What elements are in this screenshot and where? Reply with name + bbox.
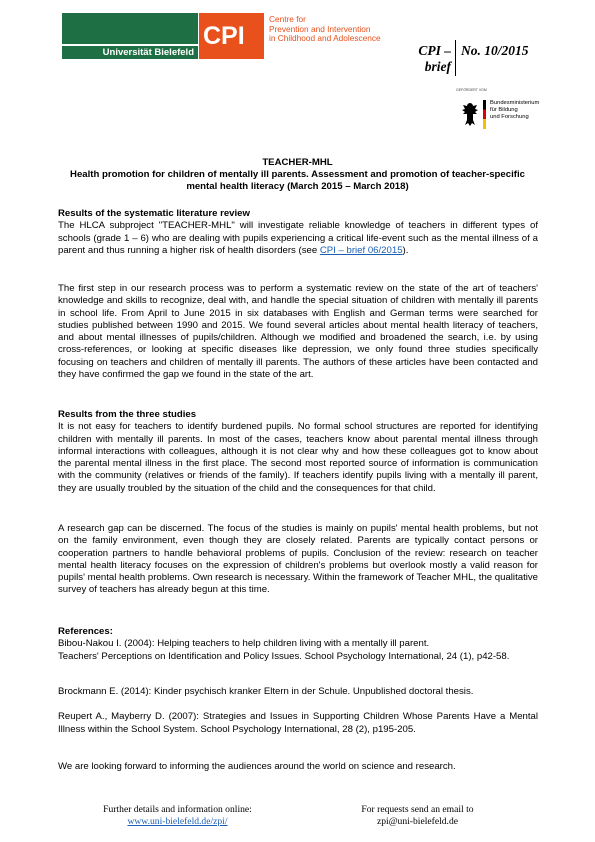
- paragraph-text: The HLCA subproject "TEACHER-MHL" will investigate reliable knowledge of teachers in different types of schools (grade 1 – 6) who are dealing with pupils experiencing a critical life-event such as the mental illness of a parent and thus running a higher risk of health disorders (see: [58, 220, 538, 256]
- cpi-name-line: Prevention and Intervention: [269, 23, 371, 34]
- footer-website: [60, 804, 295, 828]
- paragraph-text-end: ).: [402, 244, 409, 256]
- ministry-line: Bundesministerium: [490, 100, 540, 106]
- cpi-logo: [199, 13, 264, 59]
- paragraph: The first step in our research process was to perform a systematic review on the state of the art of teachers' knowledge and skills to recognize, deal with, and handle the special situation of children with mentally ill parents in school life. From April to June 2015 in six databases with English and German terms were searched for studies published between 1990 and 2015. We found several articles about mental health literacy of teachers, and about mental illnesses of pupils/children. Although we modified and broadened the search, i.e. by using cross-references, or looking at specific diseases like depression, we only found three studies specifically focusing on teachers and children of mentally ill parents. The authors of these articles have been contacted and they have confirmed the gap we found in the state of the art.: [58, 283, 538, 381]
- university-logo-block: [62, 13, 198, 44]
- cpi-brief-link[interactable]: CPI – brief 06/2015: [319, 244, 403, 256]
- document-subtitle: Health promotion for children of mentally ill parents. Assessment and promotion of teacher-specific mental health literacy (March 2015 – March 2018): [70, 169, 525, 193]
- section-literature-review: [58, 208, 538, 257]
- eagle-icon: [459, 100, 481, 128]
- cpi-logo-letters: CPI: [203, 22, 245, 50]
- reference-line: Bibou-Nakou I. (2004): Helping teachers to help children living with a mentally ill parent.: [58, 638, 430, 649]
- cpi-name-line: in Childhood and Adolescence: [269, 33, 381, 43]
- footer-email: [300, 804, 535, 828]
- brief-number: No. 10/2015: [461, 43, 529, 58]
- paragraph: It is not easy for teachers to identify burdened pupils. No formal school structures are reported for identifying children with mentally ill parents. In most of the cases, teachers know about parental mental illness through informal interactions with colleagues, although it is not clear why and how these colleagues got to know about the parental mental illness in the first place. The second most reported source of information is communication with the community (relatives or friends of the family). If teachers identify pupils living with a mentally ill parent, they are usually troubled by the situation of the child and the consequences for that child.: [58, 421, 538, 494]
- reference-2: Brockmann E. (2014): Kinder psychisch kranker Eltern in der Schule. Unpublished doctoral thesis.: [58, 686, 474, 697]
- footer-email-address[interactable]: zpi@uni-bielefeld.de: [376, 816, 459, 827]
- paragraph: [58, 220, 538, 257]
- ministry-name: [490, 100, 539, 121]
- document-title: TEACHER-MHL: [262, 157, 333, 168]
- references-heading-block: [58, 626, 538, 638]
- flag-stripe: [483, 100, 486, 129]
- funded-by-label: GEFÖRDERT VOM: [456, 88, 487, 92]
- section-literature-review-p2: [58, 283, 538, 381]
- reference-3: Reupert A., Mayberry D. (2007): Strategies and Issues in Supporting Children Whose Parents Have a Mental Illness within the School System. School Psychology International, 28 (2), p195-205.: [58, 711, 538, 735]
- reference-1: [58, 638, 538, 663]
- section-three-studies: [58, 409, 538, 495]
- section-heading: Results from the three studies: [58, 409, 197, 420]
- section-heading: Results of the systematic literature review: [58, 208, 250, 219]
- university-logo-text: Universität Bielefeld: [62, 46, 198, 59]
- reference-line: Teachers' Perceptions on Identification and Policy Issues. School Psychology International, 24 (1), p42-58.: [58, 650, 510, 662]
- footer-email-label: For requests send an email to: [361, 804, 474, 815]
- brief-label-line1: CPI –: [418, 43, 451, 58]
- university-logo: [62, 13, 198, 59]
- footer-website-link[interactable]: www.uni-bielefeld.de/zpi/: [127, 816, 228, 827]
- closing-statement: We are looking forward to informing the audiences around the world on science and research.: [58, 761, 456, 772]
- ministry-line: für Bildung: [490, 107, 518, 113]
- paragraph: A research gap can be discerned. The focus of the studies is mainly on pupils' mental health problems, but not on the family environment, even though they are closely related. Parents are typically contact persons or cooperation partners to handle behavioral problems of pupils. Conclusion of the review: research on teacher mental health literacy focuses on the expression of children's problems but overlook mostly a valid reason for pupils' mental health problems. Own research is necessary. Within the framework of Teacher MHL, the qualitative survey of teachers has already begun at this time.: [58, 523, 538, 596]
- section-three-studies-p2: [58, 523, 538, 597]
- ministry-logo: [459, 100, 539, 132]
- footer-website-label: Further details and information online:: [103, 804, 252, 815]
- brief-number-box: [410, 40, 550, 76]
- brief-label-line2: brief: [424, 59, 451, 74]
- brief-label: [410, 40, 456, 76]
- references-heading: References:: [58, 626, 113, 637]
- cpi-name: [269, 15, 381, 44]
- ministry-line: und Forschung: [490, 114, 529, 120]
- cpi-name-line: Centre for: [269, 14, 306, 24]
